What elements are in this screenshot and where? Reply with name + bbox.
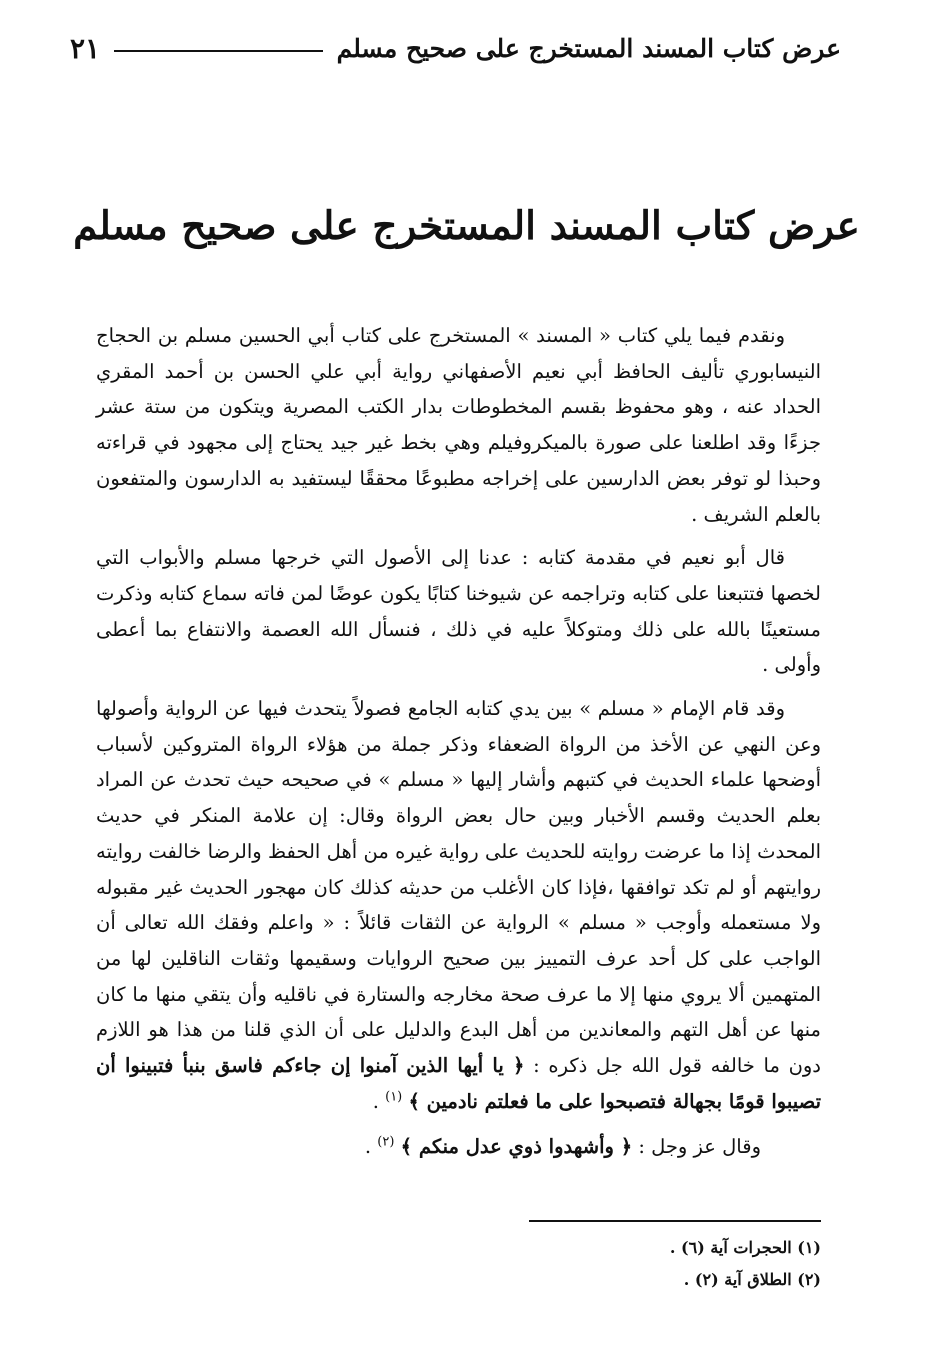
running-header bbox=[70, 28, 841, 68]
footnotes bbox=[400, 1232, 821, 1296]
quran-verse: ﴿ وأشهدوا ذوي عدل منكم ﴾ bbox=[400, 1135, 633, 1159]
page-number: ٢١ bbox=[70, 31, 101, 65]
footnote-item: (٢) الطلاق آية (٢) . bbox=[683, 1270, 821, 1289]
paragraph-text: وقال عز وجل : bbox=[632, 1135, 761, 1159]
body-text bbox=[96, 318, 821, 1173]
footnote-reference[interactable]: (١) bbox=[385, 1089, 403, 1105]
paragraph-text: وقد قام الإمام « مسلم » بين يدي كتابه الجامع فصولاً يتحدث فيها عن الرواية وأصولها وعن النهي عن الأخذ من الرواة الضعفاء وذكر جملة من هؤلاء الرواة المتروكين لأسباب أوضحها علماء الحديث في كتبهم وأشار إليها « مسلم » في صحيحه حيث تحدث عن المراد بعلم الحديث وقسم الأخبار وبين حال بعض الرواة وقال: إن علامة المنكر في حديث المحدث إذا ما عرضت روايته للحديث على رواية غيره من أهل الحفظ والرضا خالفت روايته روايتهم أو لم تكد توافقها ،فإذا كان الأغلب من حديثه كذلك كان مهجور الحديث غير مقبوله ولا مستعمله وأوجب « مسلم » الرواية عن الثقات قائلاً : « واعلم وفقك الله تعالى أن الواجب على كل أحد عرف التمييز بين صحيح الروايات وسقيمها وثقات الناقلين لها من المتهمين ألا يروي منها إلا ما عرف صحة مخارجه والستارة في ناقليه وأن يتقي منها ما كان منها عن أهل التهم والمعاندين من أهل البدع والدليل على أن الذي قلنا من هذا هو اللازم دون ما خالفه قول الله جل ذكره : bbox=[96, 697, 821, 1078]
paragraph-second-verse bbox=[96, 1129, 821, 1165]
header-rule bbox=[114, 50, 323, 52]
chapter-title: عرض كتاب المسند المستخرج على صحيح مسلم bbox=[73, 203, 860, 249]
paragraph-end: . bbox=[364, 1135, 378, 1159]
quran-verse: ﴿ يا أيها الذين آمنوا إن جاءكم فاسق بنبأ فتبينوا أن تصيبوا قومًا بجهالة فتصبحوا على ما فعلتم نادمين ﴾ bbox=[96, 1054, 821, 1113]
footnote-reference[interactable]: (٢) bbox=[377, 1134, 395, 1150]
footnote-rule bbox=[529, 1220, 821, 1222]
footnote-item: (١) الحجرات آية (٦) . bbox=[669, 1238, 821, 1257]
paragraph-muslim-introduction bbox=[96, 691, 821, 1119]
paragraph-intro: ونقدم فيما يلي كتاب « المسند » المستخرج على كتاب أبي الحسين مسلم بن الحجاج النيسابوري تأليف الحافظ أبي نعيم الأصفهاني رواية أبي علي الحسن بن أحمد المقري الحداد عنه ، وهو محفوظ بقسم المخطوطات بدار الكتب المصرية ويتكون من ستة عشر جزءًا وقد اطلعنا على صورة بالميكروفيلم وهي بخط غير جيد يحتاج إلى مجهود في قراءته وحبذا لو توفر بعض الدارسين على إخراجه مطبوعًا محققًا ليستفيد به الدارسون والمتفعون بالعلم الشريف . bbox=[96, 324, 821, 526]
running-title: عرض كتاب المسند المستخرج على صحيح مسلم bbox=[336, 33, 841, 63]
paragraph-end: . bbox=[372, 1089, 386, 1113]
paragraph-abu-nuaim-quote: قال أبو نعيم في مقدمة كتابه : عدنا إلى الأصول التي خرجها مسلم والأبواب التي لخصها فتتبعنا على كتابه وتراجمه عن شيوخنا كتابًا يكون عوضًا لمن فاته سماع كتابه وذكرت مستعينًا بالله على ذلك ومتوكلاً عليه في ذلك ، فنسأل الله العصمة والانتفاع بما أعطى وأولى . bbox=[96, 546, 821, 677]
